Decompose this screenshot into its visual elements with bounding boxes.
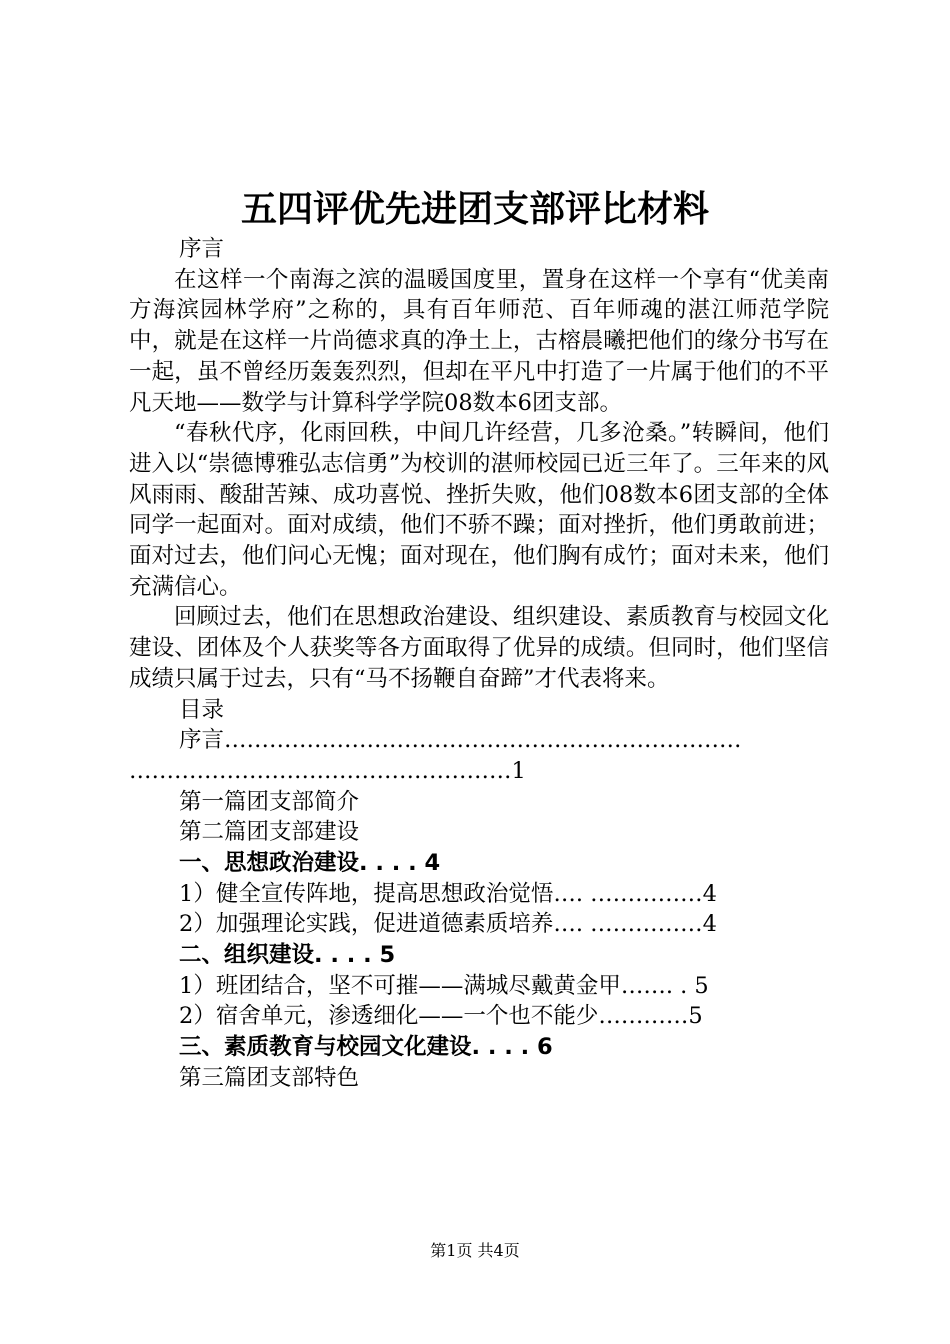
toc-preface-page: 1 xyxy=(511,757,526,784)
toc-preface-row xyxy=(129,725,829,756)
paragraph-2: “春秋代序，化雨回秩，中间几许经营，几多沧桑。”转瞬间，他们进入以“崇德博雅弘志信勇”为校训的湛师校园已近三年了。三年来的风风雨雨、酸甜苦辣、成功喜悦、挫折失败，他们08数本6团支部的全体同学一起面对。面对成绩，他们不骄不躁；面对挫折，他们勇敢前进；面对过去，他们问心无愧；面对现在，他们胸有成竹；面对未来，他们充满信心。 xyxy=(129,420,829,600)
preface-heading: 序言 xyxy=(179,236,225,262)
toc-part-2: 第二篇团支部建设 xyxy=(179,819,360,846)
toc-preface-row-cont xyxy=(129,756,829,787)
paragraph-1: 在这样一个南海之滨的温暖国度里，置身在这样一个享有“优美南方海滨园林学府”之称的，具有百年师范、百年师魂的湛江师范学院中，就是在这样一片尚德求真的净土上，古榕晨曦把他们的缘分书写在一起，虽不曾经历轰轰烈烈，但却在平凡中打造了一片属于他们的不平凡天地——数学与计算科学学院08数本6团支部。 xyxy=(129,266,829,416)
toc-section-1-item-2: 2）加强理论实践，促进道德素质培养…. ……………4 xyxy=(179,911,717,938)
toc-section-2-item-1: 1）班团结合，坚不可摧——满城尽戴黄金甲……. . 5 xyxy=(179,972,709,999)
toc-part-1: 第一篇团支部简介 xyxy=(179,788,360,815)
toc-section-3: 三、素质教育与校园文化建设. . . . 6 xyxy=(179,1034,553,1061)
toc-section-2: 二、组织建设. . . . 5 xyxy=(179,942,396,969)
toc-section-1: 一、思想政治建设. . . . 4 xyxy=(179,849,441,876)
toc-preface-dots-2: …………………………………………… xyxy=(129,757,512,784)
toc-heading: 目录 xyxy=(179,696,225,723)
toc-section-2-item-2: 2）宿舍单元，渗透细化——一个也不能少…………5 xyxy=(179,1003,703,1030)
paragraph-3: 回顾过去，他们在思想政治建设、组织建设、素质教育与校园文化建设、团体及个人获奖等各方面取得了优异的成绩。但同时，他们坚信成绩只属于过去，只有“马不扬鞭自奋蹄”才代表将来。 xyxy=(129,604,829,692)
document-title: 五四评优先进团支部评比材料 xyxy=(240,189,709,230)
toc-section-1-item-1: 1）健全宣传阵地，提高思想政治觉悟…. ……………4 xyxy=(179,880,717,907)
toc-preface-label: 序言 xyxy=(179,727,225,754)
toc-preface-dots-1: …………………………………………………………… xyxy=(224,727,742,754)
document-body xyxy=(129,234,829,1093)
toc-part-3: 第三篇团支部特色 xyxy=(179,1064,360,1091)
page-footer: 第1页 共4页 xyxy=(430,1241,520,1260)
